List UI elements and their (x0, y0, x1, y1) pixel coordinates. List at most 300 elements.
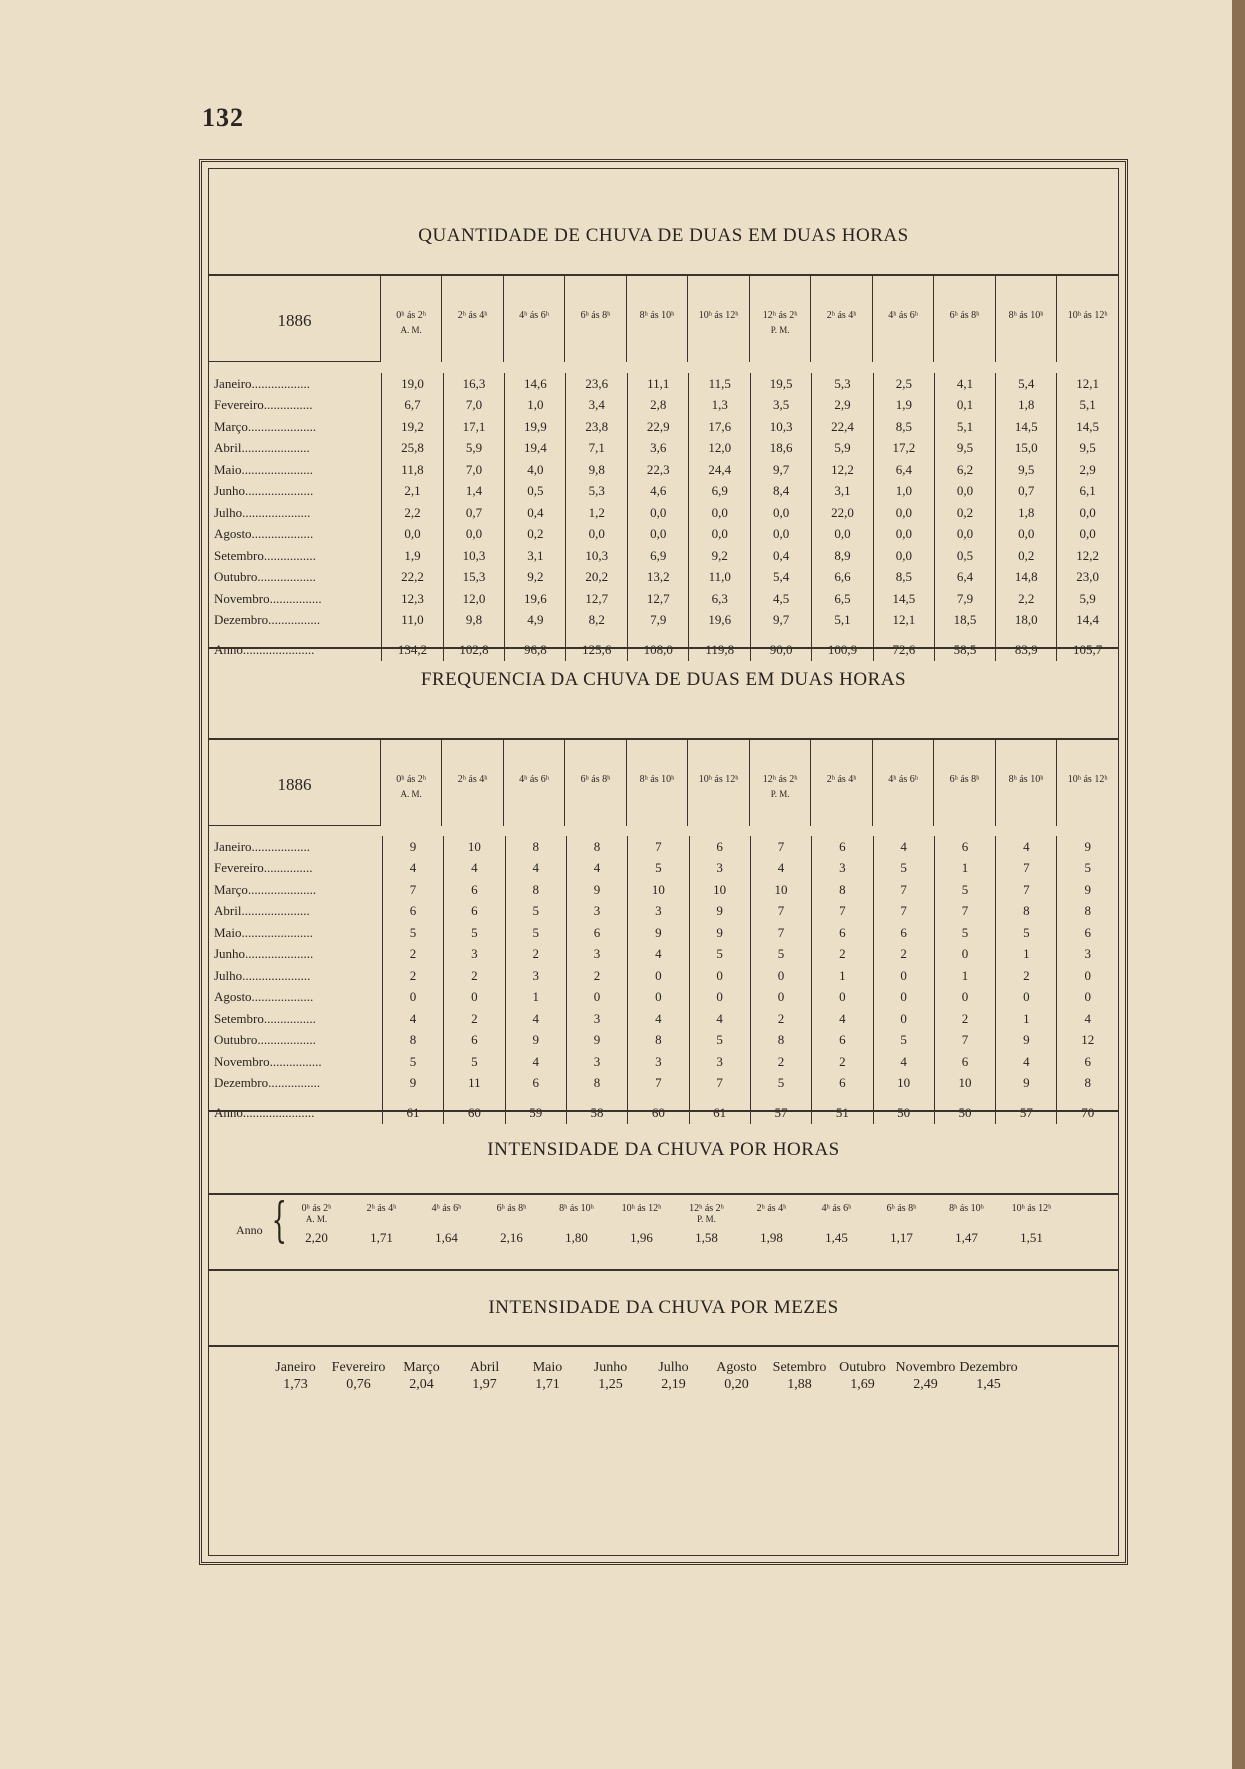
value-cell: 22,4 (812, 416, 874, 438)
intensity-hour-column (414, 1203, 479, 1246)
hour-label: 6ʰ ás 8ʰ (886, 1203, 917, 1214)
value-cell: 4 (750, 858, 811, 880)
value-cell: 22,9 (627, 416, 689, 438)
value-cell: 14,5 (873, 588, 934, 610)
value-cell: 100,9 (812, 639, 874, 661)
value-cell: 9 (1084, 881, 1091, 897)
value-cell: 0,7 (996, 481, 1057, 503)
value-cell: 5,4 (996, 373, 1057, 395)
table-row (209, 965, 1118, 987)
value-cell: 7 (996, 879, 1057, 901)
divider (209, 647, 1118, 649)
value-cell: 2 (873, 944, 934, 966)
intensity-hour-column (349, 1203, 414, 1246)
value-cell: 4 (996, 1051, 1057, 1073)
spacer-cell (209, 631, 382, 639)
value-cell: 2,5 (873, 373, 934, 395)
intensity-hour-column (284, 1203, 349, 1246)
value-cell: 0 (873, 987, 934, 1009)
month-label: Janeiro.................. (209, 373, 382, 395)
value-cell: 9 (566, 1030, 627, 1052)
value-cell: 57 (996, 1102, 1057, 1124)
month-label: Abril..................... (209, 901, 382, 923)
value-cell: 5,3 (566, 481, 628, 503)
spacer-cell (627, 631, 689, 639)
value-cell: 11 (444, 1073, 505, 1095)
value-cell: 0 (873, 965, 934, 987)
table-row (209, 1073, 1118, 1095)
hour-label: 6ʰ ás 8ʰ (496, 1203, 527, 1214)
value-cell: 10 (934, 1073, 995, 1095)
value-cell: 1 (996, 944, 1057, 966)
value-cell: 9 (382, 836, 443, 858)
intensity-hour-column (609, 1203, 674, 1246)
value-cell: 4 (873, 836, 934, 858)
value-cell: 14,4 (1076, 612, 1100, 628)
month-name: Dezembro (959, 1360, 1018, 1375)
table-row (209, 1008, 1118, 1030)
value-cell: 9,8 (566, 459, 628, 481)
value-cell: 60 (444, 1102, 505, 1124)
value-cell: 4 (628, 944, 689, 966)
month-name: Março (403, 1360, 440, 1375)
value-cell: 3 (689, 858, 750, 880)
value-cell: 0,2 (505, 524, 566, 546)
value-cell: 8 (566, 836, 627, 858)
value-cell: 0,0 (627, 524, 689, 546)
value-cell: 2 (750, 1008, 811, 1030)
value-cell: 5 (505, 901, 566, 923)
value-cell: 7 (750, 922, 811, 944)
divider (209, 1110, 1118, 1112)
value-cell: 5 (750, 1073, 811, 1095)
value-cell: 1,9 (873, 395, 934, 417)
value-cell: 102,8 (443, 639, 505, 661)
frequencia-table (209, 836, 1118, 1124)
month-value: 2,19 (661, 1377, 686, 1392)
hour-label: 8ʰ ás 10ʰ (639, 310, 675, 321)
value-cell: 9,5 (1079, 440, 1096, 456)
value-cell: 2 (934, 1008, 995, 1030)
hour-label: 8ʰ ás 10ʰ (949, 1203, 984, 1214)
intensidade-mezes-title: INTENSIDADE DA CHUVA POR MEZES (488, 1297, 839, 1318)
value-cell: 1 (996, 1008, 1057, 1030)
value-cell: 3,5 (750, 395, 811, 417)
intensity-value: 1,17 (890, 1230, 913, 1245)
hour-label: 4ʰ ás 6ʰ (431, 1203, 462, 1214)
value-cell: 19,6 (689, 610, 751, 632)
value-cell: 0 (934, 944, 995, 966)
value-cell: 0,4 (750, 545, 811, 567)
value-cell: 12,1 (873, 610, 934, 632)
spacer-cell (444, 1094, 505, 1102)
value-cell: 12,1 (1076, 375, 1100, 391)
value-cell: 0 (689, 965, 750, 987)
value-cell: 9 (628, 922, 689, 944)
table-row (209, 836, 1118, 858)
intensity-value: 1,71 (370, 1230, 393, 1245)
header-row (209, 276, 1118, 362)
value-cell: 1,0 (505, 395, 566, 417)
value-cell: 8 (812, 879, 873, 901)
hour-column-header (995, 276, 1057, 362)
value-cell: 23,8 (566, 416, 628, 438)
hour-label: 6ʰ ás 8ʰ (580, 310, 611, 321)
value-cell: 0,0 (750, 502, 811, 524)
value-cell: 8,4 (750, 481, 811, 503)
table-row (209, 858, 1118, 880)
value-cell: 6 (566, 922, 627, 944)
month-label: Junho..................... (209, 481, 382, 503)
value-cell: 5,4 (750, 567, 811, 589)
month-name: Junho (593, 1360, 628, 1375)
value-cell: 1,9 (382, 545, 444, 567)
value-cell: 3,6 (627, 438, 689, 460)
value-cell: 4 (444, 858, 505, 880)
spacer-cell (382, 1094, 443, 1102)
hour-sub-label (479, 1214, 544, 1226)
value-cell: 7 (750, 901, 811, 923)
value-cell: 3 (505, 965, 566, 987)
value-cell: 7 (628, 836, 689, 858)
value-cell: 5,9 (1079, 590, 1096, 606)
value-cell: 2 (996, 965, 1057, 987)
spacer-cell (209, 1094, 382, 1102)
value-cell: 0 (1084, 989, 1091, 1005)
value-cell: 0,5 (505, 481, 566, 503)
table-row (209, 987, 1118, 1009)
hour-label: 10ʰ ás 12ʰ (1067, 774, 1108, 785)
value-cell: 0 (628, 965, 689, 987)
spacer-row (209, 631, 1118, 639)
month-label: Dezembro................ (209, 1073, 382, 1095)
value-cell: 0,0 (934, 524, 995, 546)
value-cell: 9,8 (443, 610, 505, 632)
value-cell: 9 (996, 1030, 1057, 1052)
spacer-cell (505, 631, 566, 639)
total-row (209, 1102, 1118, 1124)
intensidade-horas-label: Anno (236, 1223, 263, 1237)
month-intensity-item (264, 1359, 327, 1393)
value-cell: 9,7 (750, 610, 811, 632)
value-cell: 0,4 (505, 502, 566, 524)
hour-label: 0ʰ ás 2ʰ (301, 1203, 332, 1214)
month-intensity-item (390, 1359, 453, 1393)
divider (209, 1269, 1118, 1271)
value-cell: 2 (444, 965, 505, 987)
value-cell: 57 (750, 1102, 811, 1124)
value-cell: 6,3 (689, 588, 751, 610)
value-cell: 5 (750, 944, 811, 966)
value-cell: 0,0 (750, 524, 811, 546)
month-label: Setembro................ (209, 545, 382, 567)
value-cell: 4 (628, 1008, 689, 1030)
hour-label: 8ʰ ás 10ʰ (559, 1203, 594, 1214)
month-label: Novembro................ (209, 588, 382, 610)
value-cell: 4,1 (934, 373, 995, 395)
intensity-hour-column (544, 1203, 609, 1246)
hour-label: 12ʰ ás 2ʰ (762, 310, 798, 321)
month-label: Dezembro................ (209, 610, 382, 632)
spacer-cell (443, 631, 505, 639)
hour-column-header (442, 276, 503, 362)
value-cell: 0,0 (689, 502, 751, 524)
value-cell: 3 (566, 1008, 627, 1030)
hour-column-header (872, 740, 933, 826)
month-label: Maio...................... (209, 922, 382, 944)
value-cell: 10 (689, 879, 750, 901)
value-cell: 2,8 (627, 395, 689, 417)
hour-label: 6ʰ ás 8ʰ (949, 310, 980, 321)
hour-column-header (565, 276, 626, 362)
value-cell: 0 (873, 1008, 934, 1030)
intensidade-horas-row (284, 1203, 1064, 1246)
value-cell: 61 (382, 1102, 443, 1124)
value-cell: 17,6 (689, 416, 751, 438)
table-row (209, 922, 1118, 944)
value-cell: 1 (934, 858, 995, 880)
month-value: 1,25 (598, 1377, 623, 1392)
value-cell: 8 (505, 836, 566, 858)
spacer-cell (1057, 1094, 1118, 1102)
month-label: Julho..................... (209, 502, 382, 524)
value-cell: 6,2 (934, 459, 995, 481)
month-label: Janeiro.................. (209, 836, 382, 858)
value-cell: 12,3 (382, 588, 444, 610)
value-cell: 1 (812, 965, 873, 987)
frequencia-title: FREQUENCIA DA CHUVA DE DUAS EM DUAS HORAS (420, 669, 907, 690)
hour-sub-label (609, 1214, 674, 1226)
brace-glyph: { (271, 1192, 287, 1248)
value-cell: 0 (382, 987, 443, 1009)
value-cell: 11,5 (689, 373, 751, 395)
month-intensity-item (705, 1359, 768, 1393)
value-cell: 24,4 (689, 459, 751, 481)
value-cell: 0,0 (382, 524, 444, 546)
value-cell: 7 (628, 1073, 689, 1095)
month-name: Julho (658, 1360, 689, 1375)
table-row (209, 901, 1118, 923)
value-cell: 3 (628, 901, 689, 923)
value-cell: 5 (382, 922, 443, 944)
value-cell: 3,4 (566, 395, 628, 417)
value-cell: 10 (750, 879, 811, 901)
value-cell: 6 (873, 922, 934, 944)
value-cell: 8 (996, 901, 1057, 923)
hour-sub-label (804, 1214, 869, 1226)
value-cell: 3,1 (505, 545, 566, 567)
value-cell: 11,1 (627, 373, 689, 395)
value-cell: 6,9 (689, 481, 751, 503)
value-cell: 0,5 (934, 545, 995, 567)
value-cell: 0,7 (443, 502, 505, 524)
value-cell: 5,9 (812, 438, 874, 460)
hour-column-header (688, 740, 750, 826)
month-label: Agosto................... (209, 987, 382, 1009)
value-cell: 6 (689, 836, 750, 858)
value-cell: 96,8 (505, 639, 566, 661)
value-cell: 6,7 (382, 395, 444, 417)
table-row (209, 395, 1118, 417)
value-cell: 12,2 (812, 459, 874, 481)
value-cell: 0 (444, 987, 505, 1009)
month-label: Anno...................... (209, 1102, 382, 1124)
frequencia-header (209, 740, 1118, 826)
value-cell: 7 (812, 901, 873, 923)
month-name: Agosto (716, 1360, 757, 1375)
spacer-cell (382, 631, 444, 639)
hour-label: 2ʰ ás 4ʰ (826, 774, 857, 785)
value-cell: 18,5 (934, 610, 995, 632)
value-cell: 18,0 (996, 610, 1057, 632)
month-label: Fevereiro............... (209, 395, 382, 417)
value-cell: 0 (628, 987, 689, 1009)
value-cell: 12,0 (689, 438, 751, 460)
value-cell: 0 (750, 987, 811, 1009)
value-cell: 4 (505, 1051, 566, 1073)
value-cell: 3 (566, 901, 627, 923)
header-row (209, 740, 1118, 826)
value-cell: 6 (934, 1051, 995, 1073)
month-label: Abril..................... (209, 438, 382, 460)
hour-sub-label (544, 1214, 609, 1226)
value-cell: 9 (382, 1073, 443, 1095)
total-row (209, 639, 1118, 661)
value-cell: 1,0 (873, 481, 934, 503)
value-cell: 23,0 (1076, 569, 1100, 585)
value-cell: 4,5 (750, 588, 811, 610)
value-cell: 3 (812, 858, 873, 880)
hour-column-header (934, 276, 995, 362)
hour-label: 2ʰ ás 4ʰ (457, 310, 488, 321)
month-intensity-item (894, 1359, 957, 1393)
month-name: Abril (469, 1360, 500, 1375)
value-cell: 108,0 (627, 639, 689, 661)
month-value: 1,97 (472, 1377, 497, 1392)
value-cell: 6 (934, 836, 995, 858)
hour-sub-label: A. M. (400, 789, 422, 799)
value-cell: 0,0 (873, 545, 934, 567)
value-cell: 4 (382, 858, 443, 880)
month-label: Outubro.................. (209, 1030, 382, 1052)
value-cell: 6,4 (934, 567, 995, 589)
value-cell: 9,5 (996, 459, 1057, 481)
table-frame (199, 159, 1128, 1565)
value-cell: 9 (689, 901, 750, 923)
hour-label: 2ʰ ás 4ʰ (366, 1203, 397, 1214)
value-cell: 15,0 (996, 438, 1057, 460)
value-cell: 1,3 (689, 395, 751, 417)
value-cell: 6,5 (812, 588, 874, 610)
value-cell: 9,5 (934, 438, 995, 460)
table-row (209, 459, 1118, 481)
quantidade-header (209, 276, 1118, 362)
value-cell: 0,0 (1079, 504, 1096, 520)
value-cell: 2,9 (1079, 461, 1096, 477)
value-cell: 6,6 (812, 567, 874, 589)
intensity-value: 2,20 (305, 1230, 328, 1245)
value-cell: 6 (444, 879, 505, 901)
value-cell: 14,8 (996, 567, 1057, 589)
value-cell: 5,1 (812, 610, 874, 632)
month-intensity-item (642, 1359, 705, 1393)
intensity-value: 1,98 (760, 1230, 783, 1245)
hour-sub-label (999, 1214, 1064, 1226)
divider (209, 1345, 1118, 1347)
value-cell: 2 (444, 1008, 505, 1030)
value-cell: 70 (1081, 1104, 1095, 1120)
value-cell: 51 (812, 1102, 873, 1124)
value-cell: 7,1 (566, 438, 628, 460)
hour-sub-label (934, 1214, 999, 1226)
spacer-cell (812, 631, 874, 639)
month-intensity-item (453, 1359, 516, 1393)
value-cell: 72,6 (873, 639, 934, 661)
table-row (209, 944, 1118, 966)
value-cell: 19,5 (750, 373, 811, 395)
value-cell: 7,0 (443, 395, 505, 417)
value-cell: 7,9 (627, 610, 689, 632)
value-cell: 4 (996, 836, 1057, 858)
value-cell: 20,2 (566, 567, 628, 589)
spacer-cell (934, 631, 995, 639)
value-cell: 4 (382, 1008, 443, 1030)
value-cell: 14,6 (505, 373, 566, 395)
value-cell: 23,6 (566, 373, 628, 395)
value-cell: 8 (505, 879, 566, 901)
value-cell: 8,5 (873, 416, 934, 438)
value-cell: 4 (1084, 1010, 1091, 1026)
hour-column-header (872, 276, 933, 362)
value-cell: 5 (444, 922, 505, 944)
month-name: Outubro (839, 1360, 886, 1375)
value-cell: 7 (873, 901, 934, 923)
table-row (209, 588, 1118, 610)
month-value: 0,20 (724, 1377, 749, 1392)
value-cell: 0,0 (996, 524, 1057, 546)
hour-column-header (503, 276, 564, 362)
value-cell: 4,9 (505, 610, 566, 632)
page-edge (1232, 0, 1245, 1769)
intensity-value: 1,45 (825, 1230, 848, 1245)
month-intensity-item (957, 1359, 1020, 1393)
table-row (209, 1051, 1118, 1073)
value-cell: 125,6 (566, 639, 628, 661)
hour-sub-label (739, 1214, 804, 1226)
value-cell: 50 (873, 1102, 934, 1124)
value-cell: 0,0 (873, 524, 934, 546)
value-cell: 5 (444, 1051, 505, 1073)
intensity-hour-column (674, 1203, 739, 1246)
value-cell: 9 (505, 1030, 566, 1052)
spacer-cell (996, 1094, 1057, 1102)
value-cell: 58,5 (934, 639, 995, 661)
hour-sub-label: P. M. (697, 1214, 716, 1224)
hour-column-header (380, 740, 441, 826)
value-cell: 10,3 (750, 416, 811, 438)
value-cell: 6 (444, 1030, 505, 1052)
value-cell: 6 (812, 1030, 873, 1052)
quantidade-table (209, 373, 1118, 661)
table-row (209, 545, 1118, 567)
value-cell: 8 (750, 1030, 811, 1052)
value-cell: 12,2 (1076, 547, 1100, 563)
value-cell: 6 (444, 901, 505, 923)
spacer-cell (996, 631, 1057, 639)
value-cell: 2,2 (382, 502, 444, 524)
intensity-value: 1,51 (1020, 1230, 1043, 1245)
intensity-hour-column (934, 1203, 999, 1246)
